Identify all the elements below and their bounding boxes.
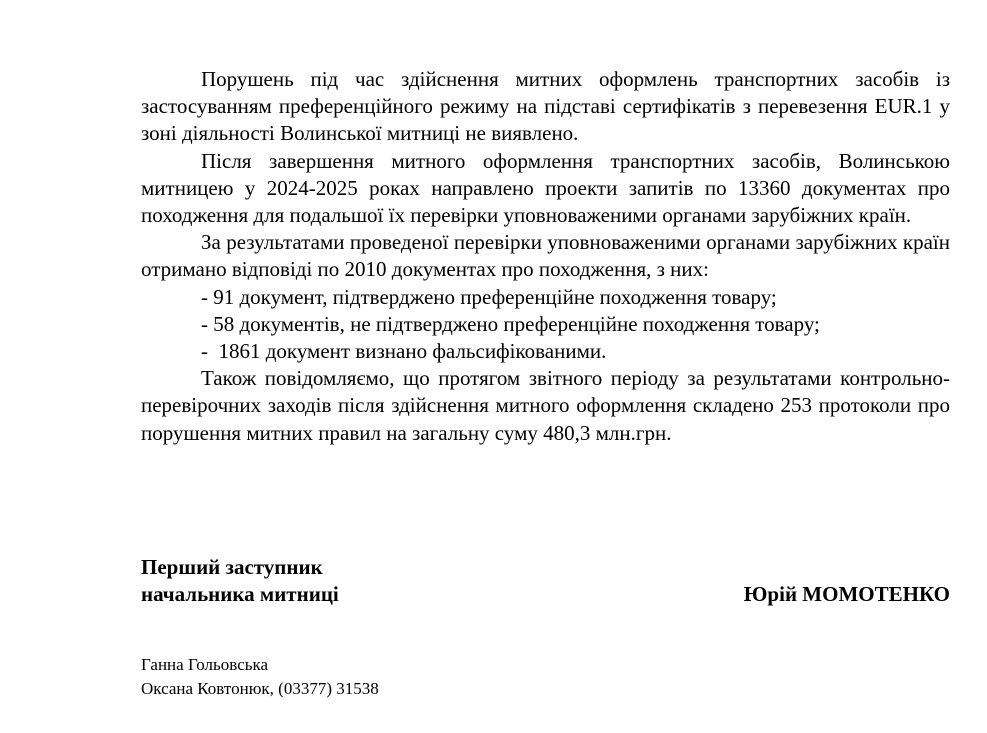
letter-body <box>141 66 950 447</box>
result-item-not-confirmed: - 58 документів, не підтверджено преференційне походження товару; <box>201 311 820 336</box>
executor-name-2: Оксана Ковтонюк, (03377) 31538 <box>141 679 379 698</box>
paragraph-requests-sent: Після завершення митного оформлення транспортних засобів, Волинською митницею у 2024-2025 роках направлено проекти запитів по 13360 документах про походження для подальшої їх перевірки уповноваженими органами зарубіжних країн. <box>141 148 950 228</box>
result-item-falsified: - 1861 документ визнано фальсифікованими. <box>201 339 607 364</box>
executor-name-1: Ганна Гольовська <box>141 655 269 674</box>
signature-block <box>141 554 950 608</box>
paragraph-protocols: Також повідомляємо, що протягом звітного періоду за результатами контрольно-перевірочних заходів після здійснення митного оформлення складено 253 протоколи про порушення митних правил на загальну суму 480,3 млн.грн. <box>141 366 950 445</box>
result-item-confirmed: - 91 документ, підтверджено преференційне походження товару; <box>201 284 777 309</box>
signatory-position-line-2: начальника митниці <box>141 582 339 606</box>
paragraph-responses-received: За результатами проведеної перевірки уповноваженими органами зарубіжних країн отримано відповіді по 2010 документах про походження, з них: <box>141 230 950 282</box>
signatory-position-line-1: Перший заступник <box>141 555 323 579</box>
signatory-name: Юрій МОМОТЕНКО <box>743 582 950 606</box>
signatory-position <box>141 554 339 608</box>
paragraph-no-violations: Порушень під час здійснення митних оформлень транспортних засобів із застосуванням преференційного режиму на підставі сертифікатів з перевезення EUR.1 у зоні діяльності Волинської митниці не виявлено. <box>141 67 950 146</box>
executors-block <box>141 653 379 701</box>
